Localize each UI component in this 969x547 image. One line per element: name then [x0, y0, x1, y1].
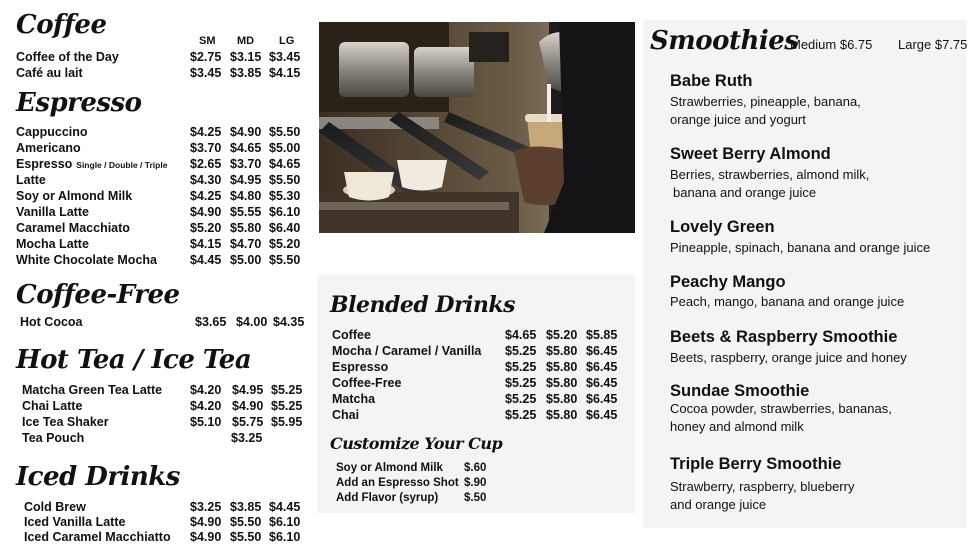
menu-item: Mocha / Caramel / Vanilla $5.25 $5.80 $6.45: [332, 344, 618, 358]
addon-item: Add an Espresso Shot $.90: [336, 477, 487, 489]
espresso-heading: Espresso: [16, 88, 142, 118]
barista-pour-illustration: [319, 22, 635, 233]
menu-item: Americano $3.70 $4.65 $5.00: [16, 141, 301, 155]
menu-item: Tea Pouch $3.25: [22, 431, 263, 445]
espresso-machine-photo: [319, 22, 635, 233]
menu-item: Ice Tea Shaker $5.10 $5.75 $5.95: [22, 415, 303, 429]
size-header-lg: LG: [279, 35, 295, 47]
addon-item: Soy or Almond Milk $.60: [336, 462, 487, 474]
menu-item: Espresso Single / Double / Triple $2.65 $3.70 $4.65: [16, 157, 301, 171]
menu-item: Hot Cocoa $3.65 $4.00 $4.35: [20, 315, 305, 329]
size-header-sm: SM: [199, 35, 216, 47]
menu-item: White Chocolate Mocha $4.45 $5.00 $5.50: [16, 253, 301, 267]
size-note: Single / Double / Triple: [76, 160, 168, 170]
menu-item: Matcha $5.25 $5.80 $6.45: [332, 392, 618, 406]
coffee-free-section: [16, 280, 316, 330]
tea-heading: Hot Tea / Ice Tea: [16, 345, 252, 375]
menu-item: Cappuccino $4.25 $4.90 $5.50: [16, 125, 301, 139]
smoothie-item: Beets & Raspberry Smoothie Beets, raspberry, orange juice and honey: [670, 328, 907, 365]
menu-item: Latte $4.30 $4.95 $5.50: [16, 173, 301, 187]
blended-heading: Blended Drinks: [330, 292, 516, 318]
menu-item: Coffee-Free $5.25 $5.80 $6.45: [332, 376, 618, 390]
menu-item: Iced Caramel Macchiatto $4.90 $5.50 $6.10: [24, 530, 301, 544]
smoothies-heading: Smoothies: [650, 26, 799, 56]
menu-item: Iced Vanilla Latte $4.90 $5.50 $6.10: [24, 515, 301, 529]
tea-section: [16, 345, 316, 445]
menu-item: Cold Brew $3.25 $3.85 $4.45: [24, 500, 301, 514]
customize-heading: Customize Your Cup: [330, 434, 503, 453]
smoothie-item: Babe Ruth Strawberries, pineapple, banana, orange juice and yogurt: [670, 72, 861, 127]
smoothie-item: Sweet Berry Almond Berries, strawberries, almond milk, banana and orange juice: [670, 145, 870, 200]
iced-heading: Iced Drinks: [16, 462, 180, 492]
espresso-section: [16, 88, 316, 268]
customize-section: [330, 434, 630, 509]
addon-item: Add Flavor (syrup) $.50: [336, 492, 487, 504]
menu-item: Vanilla Latte $4.90 $5.55 $6.10: [16, 205, 301, 219]
iced-section: [16, 462, 316, 547]
menu-item: Mocha Latte $4.15 $4.70 $5.20: [16, 237, 301, 251]
menu-item: Chai Latte $4.20 $4.90 $5.25: [22, 399, 303, 413]
menu-item: Soy or Almond Milk $4.25 $4.80 $5.30: [16, 189, 301, 203]
smoothie-item: Peachy Mango Peach, mango, banana and orange juice: [670, 273, 905, 309]
menu-item: Caramel Macchiato $5.20 $5.80 $6.40: [16, 221, 301, 235]
menu-item: Matcha Green Tea Latte $4.20 $4.95 $5.25: [22, 383, 303, 397]
smoothie-item: Triple Berry Smoothie Strawberry, raspberry, blueberry and orange juice: [670, 455, 855, 512]
blended-section: [330, 292, 630, 427]
menu-item: Chai $5.25 $5.80 $6.45: [332, 408, 618, 422]
menu-item: Café au lait $3.45 $3.85 $4.15: [16, 66, 301, 80]
menu-item: Coffee of the Day $2.75 $3.15 $3.45: [16, 50, 301, 64]
smoothie-item: Sundae Smoothie Cocoa powder, strawberries, bananas, honey and almond milk: [670, 382, 892, 434]
smoothies-section: [650, 26, 967, 526]
coffee-free-heading: Coffee-Free: [16, 280, 180, 310]
coffee-heading: Coffee: [16, 10, 107, 40]
smoothie-item: Lovely Green Pineapple, spinach, banana and orange juice: [670, 218, 931, 255]
menu-item: Espresso $5.25 $5.80 $6.45: [332, 360, 618, 374]
smoothie-medium-price: Medium $6.75: [790, 37, 873, 52]
coffee-section: [16, 10, 316, 85]
menu-item: Coffee $4.65 $5.20 $5.85: [332, 328, 618, 342]
size-header-md: MD: [237, 35, 255, 47]
smoothie-large-price: Large $7.75: [898, 37, 968, 52]
